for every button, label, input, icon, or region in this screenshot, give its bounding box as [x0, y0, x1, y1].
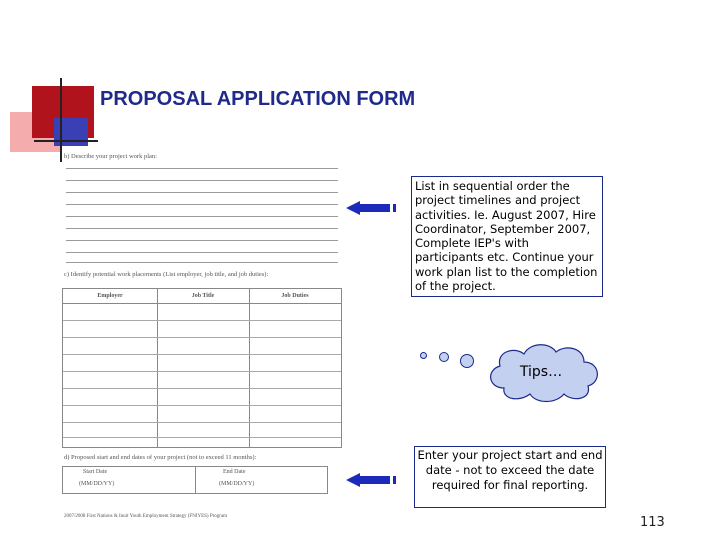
decor-vertical-line [60, 78, 62, 162]
page-number: 113 [640, 515, 665, 530]
placements-table [62, 288, 342, 448]
start-date-format: (MM/DD/YY) [79, 481, 115, 487]
end-date-format: (MM/DD/YY) [219, 481, 255, 487]
thought-bubble-medium [439, 352, 449, 362]
tips-label: Tips… [519, 364, 563, 380]
start-date-label: Start Date [83, 469, 108, 475]
table-header-job-title: Job Title [191, 293, 215, 299]
dates-tip-box: Enter your project start and end date - not to exceed the date required for final reporting. [414, 446, 606, 508]
form-section-b: b) Describe your project work plan: [64, 153, 157, 160]
form-section-c: c) Identify potential work placements (List employer, job title, and job duties): [64, 271, 269, 278]
end-date-label: End Date [223, 469, 246, 475]
form-footer: 2007/2008 First Nations & Inuit Youth Employment Strategy (FNIYES) Program [64, 514, 228, 519]
dates-table [62, 466, 328, 494]
work-plan-tip-box: List in sequential order the project timelines and project activities. Ie. August 2007, Hire Coordinator, September 2007, Complete IEP's with participants etc. Continue your work plan list to the completion of the project. [411, 176, 603, 297]
scanned-form [62, 152, 342, 522]
thought-bubble-large [460, 354, 474, 368]
table-header-job-duties: Job Duties [281, 293, 309, 299]
form-section-d: d) Proposed start and end dates of your project (not to exceed 11 months): [64, 454, 257, 461]
decor-horizontal-line [34, 140, 98, 142]
arrow-left-icon [346, 473, 396, 487]
slide-title: PROPOSAL APPLICATION FORM [100, 88, 416, 110]
arrow-left-icon [346, 201, 396, 215]
table-header-employer: Employer [97, 293, 123, 299]
thought-bubble-small [420, 352, 427, 359]
